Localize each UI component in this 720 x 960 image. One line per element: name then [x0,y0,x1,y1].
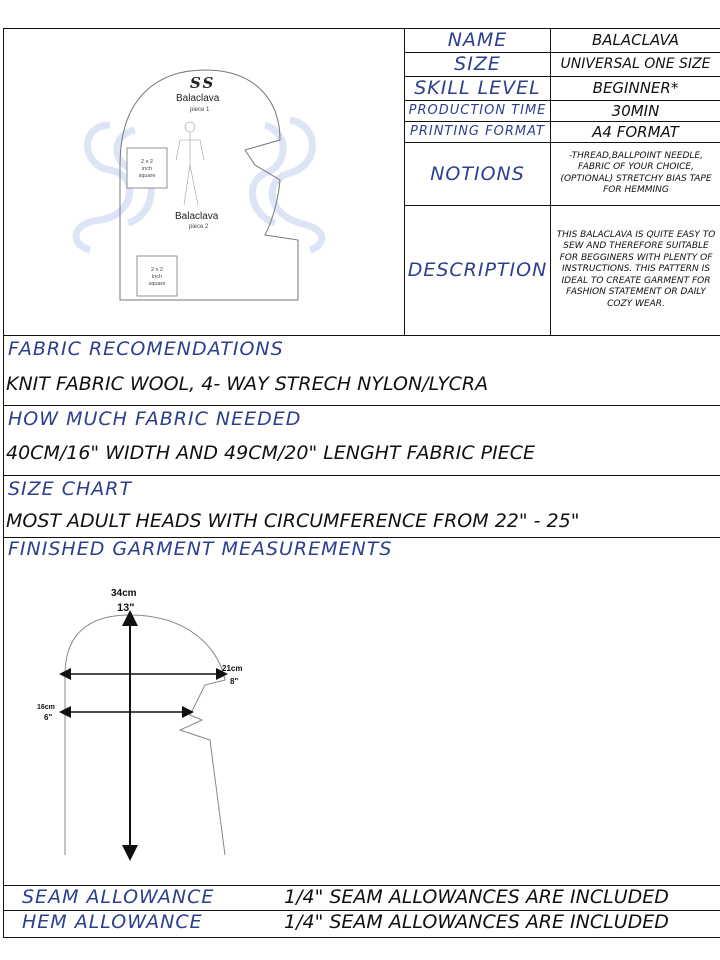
printing-format-label: PRINTING FORMAT [410,124,545,139]
skill-level-label: SKILL LEVEL [414,77,541,99]
seam-allowance-label: SEAM ALLOWANCE [22,886,215,908]
piece1-sub: piece 1 [190,107,210,113]
piece2-sub: piece 2 [189,224,209,230]
fabric-recommendations-text: KNIT FABRIC WOOL, 4- WAY STRECH NYLON/LYCRA [6,373,489,395]
description-label: DESCRIPTION [407,259,548,281]
name-value: BALACLAVA [591,31,680,49]
balaclava-measure-outline [65,615,225,855]
notions-label: NOTIONS [430,162,525,185]
section-divider [3,475,720,476]
size-label: SIZE [454,53,501,75]
fabric-amount-title: HOW MUCH FABRIC NEEDED [8,408,302,430]
mid-width-cm-label: 16cm [37,704,55,711]
top-width-in-label: 8" [230,677,239,686]
size-value: UNIVERSAL ONE SIZE [560,56,711,72]
section-divider [3,405,720,406]
section-divider [3,937,720,938]
mid-width-in-label: 6" [44,713,53,722]
height-in-label: 13" [117,602,135,614]
logo-text: SS [190,74,216,92]
skill-level-value: BEGINNER* [592,79,679,97]
piece1-title: Balaclava [176,93,220,104]
size-chart-text: MOST ADULT HEADS WITH CIRCUMFERENCE FROM 22" - 25" [6,510,580,532]
measurement-diagram [20,570,300,870]
production-time-label: PRODUCTION TIME [408,103,547,118]
height-cm-label: 34cm [111,588,137,599]
top-width-cm-label: 21cm [222,664,243,673]
figure-sketch-icon [176,122,204,205]
watermark-swirl-icon [76,120,322,250]
size-chart-title: SIZE CHART [8,478,133,500]
description-value: THIS BALACLAVA IS QUITE EASY TO SEW AND THEREFORE SUITABLE FOR BEGGINERS WITH PLENTY OF INSTRUCTIONS. THIS PATTERN IS IDEAL TO CREATE GARMENT FOR FASHION STATEMENT OR DAILY COZY WEAR. [556,229,716,309]
fabric-recommendations-title: FABRIC RECOMENDATIONS [8,338,284,360]
hem-allowance-label: HEM ALLOWANCE [22,911,203,933]
seam-allowance-value: 1/4" SEAM ALLOWANCES ARE INCLUDED [284,886,669,908]
printing-format-value: A4 FORMAT [592,122,679,141]
name-label: NAME [447,29,508,51]
hem-allowance-value: 1/4" SEAM ALLOWANCES ARE INCLUDED [284,911,669,933]
svg-text:2 x 2inchsquare: 2 x 2 inch square [148,267,166,287]
section-divider [3,335,720,336]
svg-text:2 x 2inchsquare: 2 x 2 inch square [138,159,156,179]
notions-value: -THREAD,BALLPOINT NEEDLE, FABRIC OF YOUR CHOICE, (OPTIONAL) STRETCHY BIAS TAPE FOR HEMMING [560,150,712,195]
piece2-title: Balaclava [175,211,219,222]
pattern-preview [40,55,370,315]
finished-measurements-title: FINISHED GARMENT MEASUREMENTS [8,538,393,560]
production-time-value: 30MIN [611,101,660,120]
pattern-piece-drawing [40,55,370,315]
fabric-amount-text: 40CM/16" WIDTH AND 49CM/20" LENGHT FABRIC PIECE [6,442,535,464]
